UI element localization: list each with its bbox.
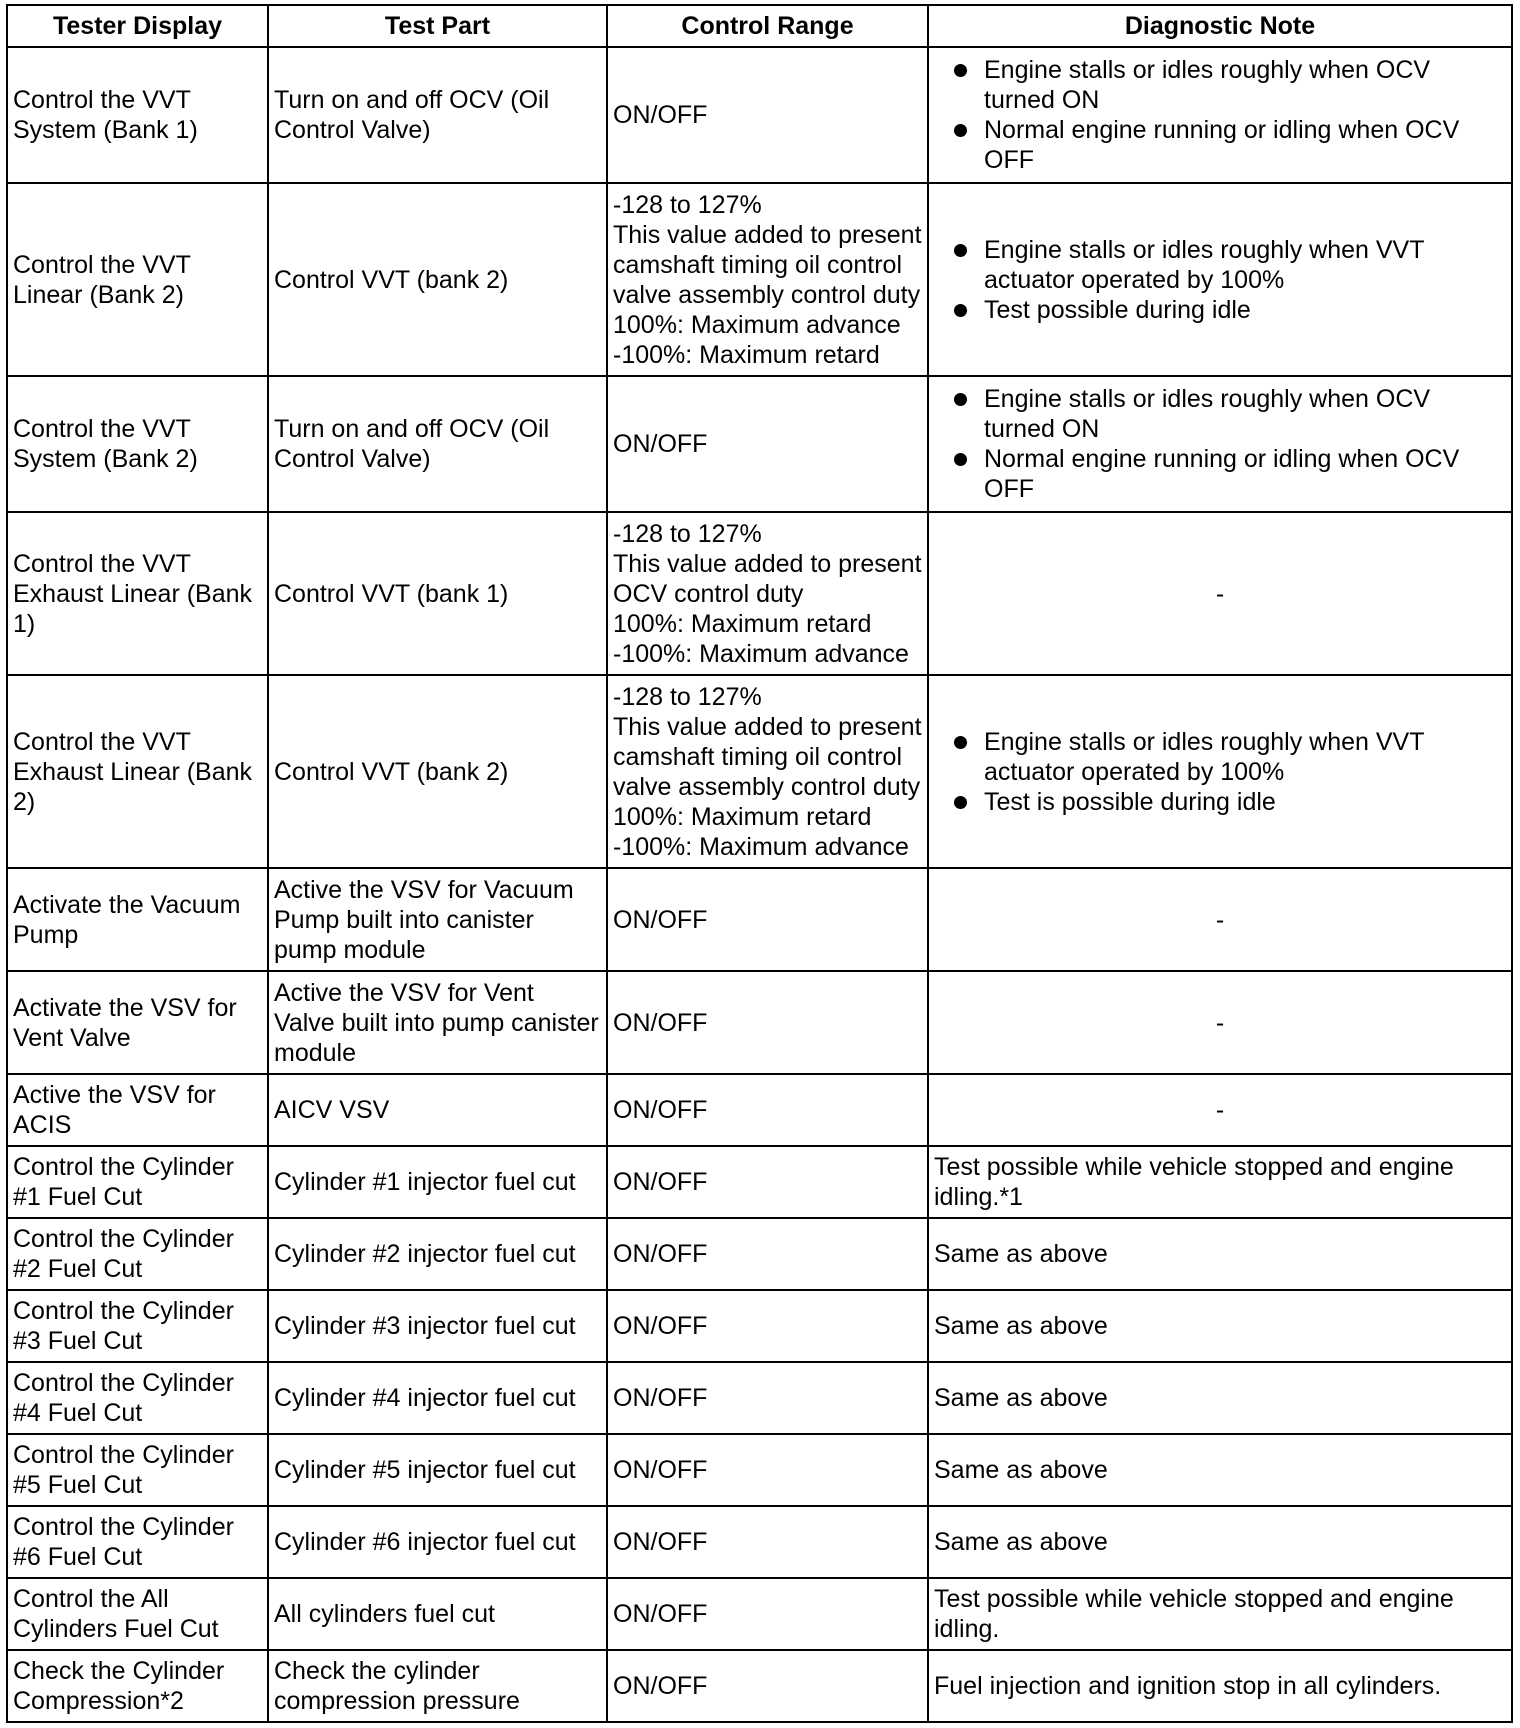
diagnostic-note-cell: Fuel injection and ignition stop in all cylinders. — [928, 1650, 1512, 1722]
table-row — [7, 1074, 1512, 1146]
tester-display-cell: Control the Cylinder #4 Fuel Cut — [7, 1362, 268, 1434]
diagnostic-note-cell: Same as above — [928, 1362, 1512, 1434]
table-row — [7, 868, 1512, 971]
test-part-cell: All cylinders fuel cut — [268, 1578, 607, 1650]
header-control-range: Control Range — [607, 5, 928, 47]
table-body — [7, 47, 1512, 1722]
note-bullet-item: Engine stalls or idles roughly when OCV turned ON — [954, 55, 1506, 115]
diagnostic-note-cell: - — [928, 868, 1512, 971]
test-part-cell: Cylinder #6 injector fuel cut — [268, 1506, 607, 1578]
test-part-cell: Active the VSV for Vent Valve built into pump canister module — [268, 971, 607, 1074]
test-part-cell: Check the cylinder compression pressure — [268, 1650, 607, 1722]
note-bullet-item: Normal engine running or idling when OCV OFF — [954, 115, 1506, 175]
tester-display-cell: Activate the Vacuum Pump — [7, 868, 268, 971]
control-range-cell: -128 to 127% This value added to present OCV control duty 100%: Maximum retard -100%: Maximum advance — [607, 512, 928, 675]
test-part-cell: Cylinder #4 injector fuel cut — [268, 1362, 607, 1434]
diagnostic-note-cell: - — [928, 971, 1512, 1074]
diagnostic-note-cell: Same as above — [928, 1434, 1512, 1506]
tester-display-cell: Control the Cylinder #5 Fuel Cut — [7, 1434, 268, 1506]
table-row — [7, 183, 1512, 376]
control-range-cell: ON/OFF — [607, 1218, 928, 1290]
test-part-cell: AICV VSV — [268, 1074, 607, 1146]
control-range-cell: ON/OFF — [607, 1362, 928, 1434]
header-diagnostic-note: Diagnostic Note — [928, 5, 1512, 47]
control-range-cell: ON/OFF — [607, 1146, 928, 1218]
test-part-cell: Cylinder #3 injector fuel cut — [268, 1290, 607, 1362]
table-row — [7, 47, 1512, 183]
table-row — [7, 1434, 1512, 1506]
control-range-cell: -128 to 127% This value added to present camshaft timing oil control valve assembly control duty 100%: Maximum advance -100%: Maximum retard — [607, 183, 928, 376]
note-bullet-item: Test possible during idle — [954, 295, 1506, 325]
table-row — [7, 1218, 1512, 1290]
header-test-part: Test Part — [268, 5, 607, 47]
note-bullet-list — [934, 235, 1506, 325]
test-part-cell: Control VVT (bank 1) — [268, 512, 607, 675]
table-row — [7, 512, 1512, 675]
note-bullet-list — [934, 727, 1506, 817]
test-part-cell: Turn on and off OCV (Oil Control Valve) — [268, 376, 607, 512]
control-range-cell: ON/OFF — [607, 1434, 928, 1506]
diagnostic-note-cell — [928, 376, 1512, 512]
diagnostic-note-cell: Test possible while vehicle stopped and engine idling. — [928, 1578, 1512, 1650]
table-row — [7, 1650, 1512, 1722]
note-bullet-item: Engine stalls or idles roughly when VVT actuator operated by 100% — [954, 727, 1506, 787]
table-row — [7, 1146, 1512, 1218]
test-part-cell: Active the VSV for Vacuum Pump built into canister pump module — [268, 868, 607, 971]
test-part-cell: Control VVT (bank 2) — [268, 183, 607, 376]
tester-display-cell: Control the Cylinder #3 Fuel Cut — [7, 1290, 268, 1362]
tester-display-cell: Active the VSV for ACIS — [7, 1074, 268, 1146]
note-bullet-item: Normal engine running or idling when OCV OFF — [954, 444, 1506, 504]
diagnostic-note-cell: - — [928, 1074, 1512, 1146]
table-row — [7, 1578, 1512, 1650]
tester-display-cell: Control the VVT Exhaust Linear (Bank 1) — [7, 512, 268, 675]
tester-display-cell: Control the VVT System (Bank 1) — [7, 47, 268, 183]
diagnostic-note-cell: Same as above — [928, 1506, 1512, 1578]
control-range-cell: -128 to 127% This value added to present camshaft timing oil control valve assembly control duty 100%: Maximum retard -100%: Maximum advance — [607, 675, 928, 868]
table-row — [7, 1362, 1512, 1434]
control-range-cell: ON/OFF — [607, 1506, 928, 1578]
note-bullet-item: Engine stalls or idles roughly when VVT actuator operated by 100% — [954, 235, 1506, 295]
tester-display-cell: Control the Cylinder #2 Fuel Cut — [7, 1218, 268, 1290]
tester-display-cell: Control the Cylinder #6 Fuel Cut — [7, 1506, 268, 1578]
table-row — [7, 1506, 1512, 1578]
control-range-cell: ON/OFF — [607, 376, 928, 512]
header-row — [7, 5, 1512, 47]
test-part-cell: Cylinder #1 injector fuel cut — [268, 1146, 607, 1218]
note-bullet-list — [934, 55, 1506, 175]
test-part-cell: Cylinder #5 injector fuel cut — [268, 1434, 607, 1506]
control-range-cell: ON/OFF — [607, 1074, 928, 1146]
tester-display-cell: Check the Cylinder Compression*2 — [7, 1650, 268, 1722]
note-bullet-list — [934, 384, 1506, 504]
diagnostic-note-cell: - — [928, 512, 1512, 675]
note-bullet-item: Engine stalls or idles roughly when OCV turned ON — [954, 384, 1506, 444]
table-row — [7, 1290, 1512, 1362]
diagnostic-note-cell — [928, 675, 1512, 868]
tester-display-cell: Control the Cylinder #1 Fuel Cut — [7, 1146, 268, 1218]
diagnostic-note-cell — [928, 183, 1512, 376]
tester-display-cell: Control the All Cylinders Fuel Cut — [7, 1578, 268, 1650]
table-row — [7, 376, 1512, 512]
test-part-cell: Control VVT (bank 2) — [268, 675, 607, 868]
diagnostic-note-cell — [928, 47, 1512, 183]
tester-display-cell: Control the VVT Linear (Bank 2) — [7, 183, 268, 376]
control-range-cell: ON/OFF — [607, 971, 928, 1074]
control-range-cell: ON/OFF — [607, 1290, 928, 1362]
tester-display-cell: Control the VVT System (Bank 2) — [7, 376, 268, 512]
diagnostic-note-cell: Test possible while vehicle stopped and engine idling.*1 — [928, 1146, 1512, 1218]
table-row — [7, 675, 1512, 868]
diagnostic-note-cell: Same as above — [928, 1290, 1512, 1362]
tester-display-cell: Control the VVT Exhaust Linear (Bank 2) — [7, 675, 268, 868]
control-range-cell: ON/OFF — [607, 868, 928, 971]
control-range-cell: ON/OFF — [607, 47, 928, 183]
tester-display-cell: Activate the VSV for Vent Valve — [7, 971, 268, 1074]
table-row — [7, 971, 1512, 1074]
header-tester-display: Tester Display — [7, 5, 268, 47]
control-range-cell: ON/OFF — [607, 1650, 928, 1722]
diagnostic-note-cell: Same as above — [928, 1218, 1512, 1290]
test-part-cell: Cylinder #2 injector fuel cut — [268, 1218, 607, 1290]
active-test-table — [6, 4, 1513, 1723]
test-part-cell: Turn on and off OCV (Oil Control Valve) — [268, 47, 607, 183]
note-bullet-item: Test is possible during idle — [954, 787, 1506, 817]
control-range-cell: ON/OFF — [607, 1578, 928, 1650]
